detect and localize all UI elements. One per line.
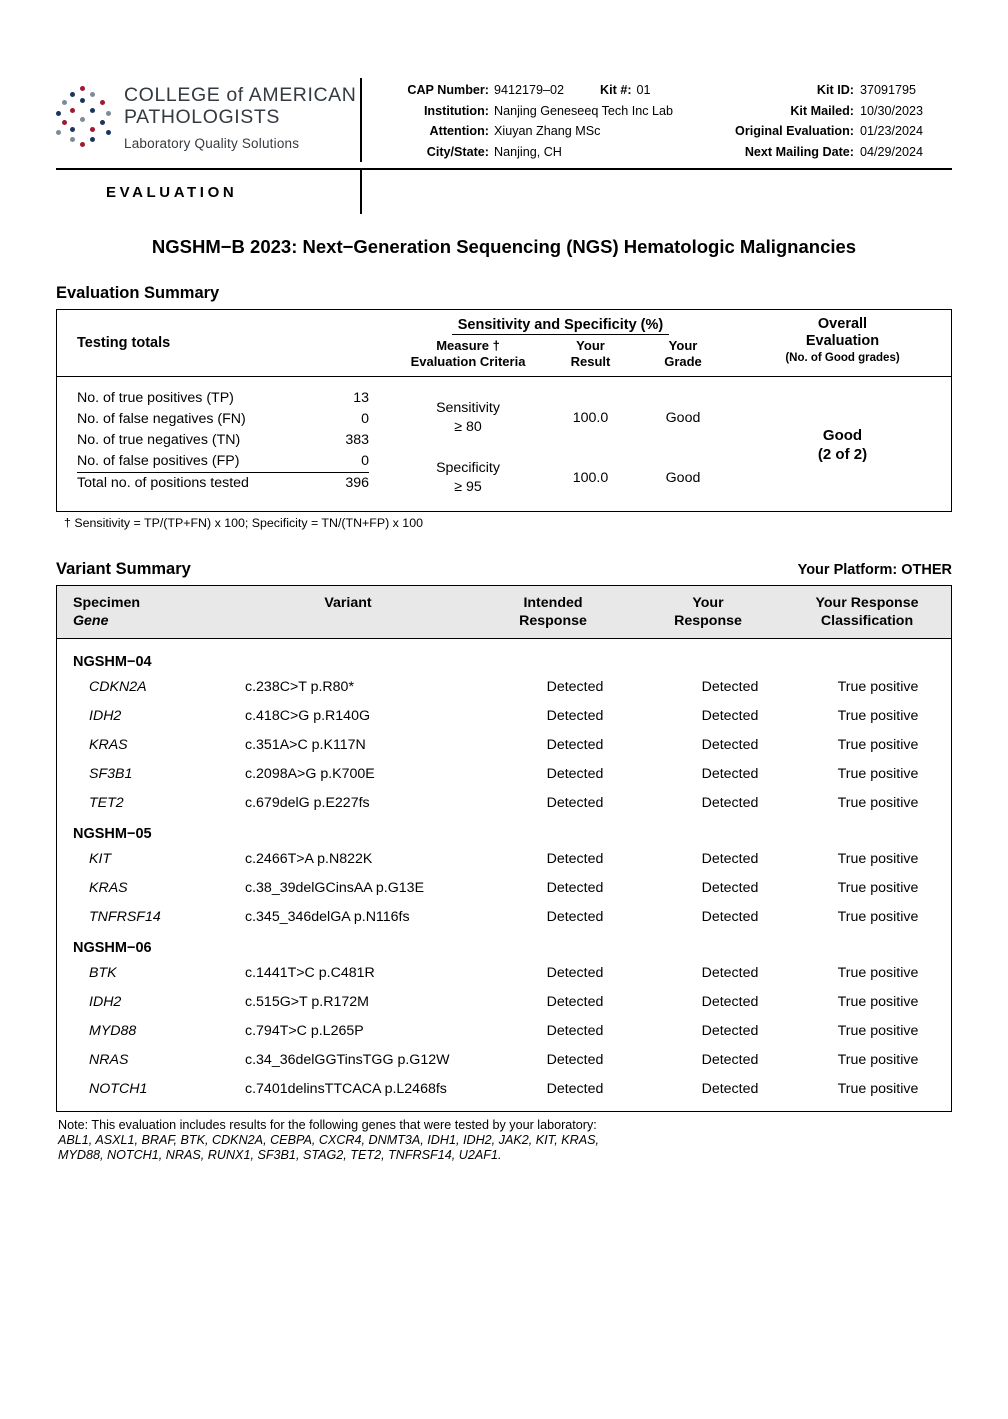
field-city-state [376, 142, 673, 163]
measure-result: 100.0 [572, 470, 609, 486]
variant-cell: c.1441T>C p.C481R [245, 964, 375, 981]
your-grade-header-line1: Your [668, 338, 698, 353]
gene-header: Gene [73, 613, 109, 629]
specimen-group-title: NGSHM−06 [73, 940, 152, 956]
field-kit-mailed [735, 101, 952, 122]
classification-cell: True positive [837, 736, 919, 753]
gene-cell: KRAS [89, 879, 128, 896]
table-row [57, 701, 951, 730]
total-value: 0 [361, 410, 369, 427]
table-row [57, 958, 951, 987]
gene-cell: TNFRSF14 [89, 908, 161, 925]
measure-name-criteria [393, 459, 543, 497]
variant-summary-heading: Variant Summary [56, 560, 191, 578]
classification-header-line2: Classification [820, 613, 914, 629]
evaluation-word: EVALUATION [106, 183, 238, 201]
table-row [57, 730, 951, 759]
original-evaluation-value: 01/23/2024 [860, 124, 924, 138]
intended-cell: Detected [546, 879, 604, 896]
overall-header-line1: Overall [817, 316, 868, 332]
gene-cell: SF3B1 [89, 765, 133, 782]
your-response-cell: Detected [701, 707, 759, 724]
intended-cell: Detected [546, 1051, 604, 1068]
measure-header-line1: Measure † [436, 338, 500, 353]
evaluation-summary-table [56, 309, 952, 512]
cap-number-value: 9412179–02 [494, 83, 565, 97]
measure-header-line2: Evaluation Criteria [410, 354, 526, 369]
your-grade-header [638, 338, 728, 370]
evaluation-banner [56, 170, 952, 214]
field-kit-id [735, 80, 952, 101]
total-value: 13 [353, 389, 369, 406]
measure-row [387, 443, 734, 503]
your-result-header-line1: Your [576, 338, 605, 353]
intended-response-header [473, 594, 633, 630]
table-row [57, 987, 951, 1016]
field-institution [376, 101, 673, 122]
total-row [77, 387, 369, 408]
intended-cell: Detected [546, 964, 604, 981]
your-result-header [543, 338, 638, 370]
intended-cell: Detected [546, 707, 604, 724]
overall-header-line3: (No. of Good grades) [785, 352, 900, 364]
classification-cell: True positive [837, 850, 919, 867]
field-attention [376, 121, 673, 142]
kit-number-value: 01 [636, 83, 651, 97]
intended-header-line1: Intended [523, 595, 583, 611]
testing-totals-header: Testing totals [77, 335, 171, 351]
intended-cell: Detected [546, 908, 604, 925]
overall-grade: Good [822, 427, 863, 444]
classification-header-line1: Your Response [815, 595, 919, 611]
your-response-cell: Detected [701, 678, 759, 695]
variant-cell: c.794T>C p.L265P [245, 1022, 364, 1039]
table-row [57, 1074, 951, 1103]
gene-cell: CDKN2A [89, 678, 147, 695]
city-state-value: Nanjing, CH [494, 144, 562, 159]
measure-name-criteria [393, 399, 543, 437]
your-header-line1: Your [692, 595, 724, 611]
total-value: 383 [345, 431, 369, 448]
specimen-group-title: NGSHM−04 [73, 654, 152, 670]
total-label: No. of false negatives (FN) [77, 410, 246, 427]
kit-mailed-value: 10/30/2023 [860, 103, 924, 118]
variant-summary-table [56, 585, 952, 1112]
cap-logo-dots-icon [56, 86, 114, 144]
your-header-line2: Response [674, 613, 742, 629]
gene-cell: KIT [89, 850, 112, 867]
classification-header [783, 594, 951, 630]
intended-cell: Detected [546, 794, 604, 811]
variant-cell: c.515G>T p.R172M [245, 993, 369, 1010]
gene-cell: NOTCH1 [89, 1080, 148, 1097]
variant-cell: c.7401delinsTTCACA p.L2468fs [245, 1080, 447, 1097]
variant-cell: c.418C>G p.R140G [245, 707, 370, 724]
note-genes-line-1: ABL1, ASXL1, BRAF, BTK, CDKN2A, CEBPA, CXCR4, DNMT3A, IDH1, IDH2, JAK2, KIT, KRAS, [58, 1133, 600, 1147]
classification-cell: True positive [837, 1022, 919, 1039]
evaluation-summary-heading: Evaluation Summary [56, 284, 220, 302]
classification-cell: True positive [837, 765, 919, 782]
sensitivity-specificity-header-group [387, 316, 734, 370]
measure-name: Specificity [436, 460, 500, 476]
measure-criteria: ≥ 95 [454, 479, 482, 495]
gene-cell: NRAS [89, 1051, 129, 1068]
header-fields [376, 78, 952, 162]
total-value: 0 [361, 452, 369, 469]
table-row [57, 788, 951, 817]
intended-cell: Detected [546, 850, 604, 867]
measure-row [387, 387, 734, 443]
your-response-cell: Detected [701, 794, 759, 811]
measure-header [393, 338, 543, 370]
attention-label: Attention: [429, 124, 489, 138]
gene-cell: BTK [89, 964, 117, 981]
testing-totals-list [57, 387, 387, 503]
next-mailing-date-value: 04/29/2024 [860, 144, 924, 159]
header-vertical-rule [360, 78, 362, 162]
note-line-1: Note: This evaluation includes results for the following genes that were tested by your laboratory: [58, 1118, 597, 1132]
your-response-cell: Detected [701, 736, 759, 753]
total-label: No. of true positives (TP) [77, 389, 234, 406]
city-state-label: City/State: [426, 144, 489, 159]
header-right-fields [735, 80, 952, 162]
your-response-header [633, 594, 783, 630]
report-header [56, 78, 952, 170]
field-next-mailing-date [735, 142, 952, 163]
platform-label: Your Platform: OTHER [797, 562, 952, 578]
measure-criteria: ≥ 80 [454, 419, 482, 435]
total-row [77, 429, 369, 450]
classification-cell: True positive [837, 993, 919, 1010]
evaluation-summary-body [57, 377, 951, 511]
measure-name: Sensitivity [436, 400, 500, 416]
total-label: No. of false positives (FP) [77, 452, 240, 469]
overall-header-line2: Evaluation [805, 333, 880, 349]
intended-cell: Detected [546, 1022, 604, 1039]
evaluation-vertical-rule [360, 170, 362, 214]
your-response-cell: Detected [701, 850, 759, 867]
classification-cell: True positive [837, 964, 919, 981]
gene-cell: KRAS [89, 736, 128, 753]
note-genes-line-2: MYD88, NOTCH1, NRAS, RUNX1, SF3B1, STAG2, TET2, TNFRSF14, U2AF1. [58, 1148, 502, 1162]
table-row [57, 902, 951, 931]
specimen-gene-header [57, 594, 223, 630]
table-row [57, 1045, 951, 1074]
intended-cell: Detected [546, 736, 604, 753]
logo-line-1: COLLEGE of AMERICAN [124, 84, 357, 106]
gene-cell: MYD88 [89, 1022, 137, 1039]
field-original-evaluation [735, 121, 952, 142]
total-value: 396 [345, 475, 369, 491]
classification-cell: True positive [837, 794, 919, 811]
logo-line-2: PATHOLOGISTS [124, 106, 281, 128]
intended-cell: Detected [546, 765, 604, 782]
logo-tagline: Laboratory Quality Solutions [124, 136, 300, 151]
intended-cell: Detected [546, 678, 604, 695]
variant-header: Variant [324, 595, 372, 611]
institution-label: Institution: [423, 103, 489, 118]
cap-logo [56, 78, 356, 162]
your-result-header-line2: Result [570, 354, 611, 369]
classification-cell: True positive [837, 678, 919, 695]
header-left-fields [376, 80, 673, 162]
gene-cell: IDH2 [89, 993, 122, 1010]
sensitivity-specificity-header: Sensitivity and Specificity (%) [452, 317, 669, 335]
report-page [0, 78, 1008, 1419]
variant-table-header [57, 586, 951, 639]
gene-cell: IDH2 [89, 707, 122, 724]
overall-count: (2 of 2) [817, 446, 868, 463]
specimen-header: Specimen [73, 595, 141, 611]
kit-number-label: Kit #: [600, 83, 632, 97]
variant-cell: c.351A>C p.K117N [245, 736, 366, 753]
variant-cell: c.2098A>G p.K700E [245, 765, 375, 782]
table-row [57, 1016, 951, 1045]
total-row-sum [77, 473, 369, 494]
classification-cell: True positive [837, 1051, 919, 1068]
variant-cell: c.238C>T p.R80* [245, 678, 354, 695]
your-response-cell: Detected [701, 879, 759, 896]
table-row [57, 759, 951, 788]
overall-evaluation-value [734, 387, 951, 503]
field-cap-number [376, 80, 673, 101]
your-response-cell: Detected [701, 993, 759, 1010]
classification-cell: True positive [837, 879, 919, 896]
your-grade-header-line2: Grade [664, 354, 702, 369]
measure-result: 100.0 [572, 410, 609, 426]
variant-cell: c.2466T>A p.N822K [245, 850, 373, 867]
your-response-cell: Detected [701, 908, 759, 925]
variant-summary-heading-row [56, 560, 952, 579]
measure-grade: Good [665, 410, 701, 426]
kit-id-label: Kit ID: [816, 83, 854, 97]
variant-cell: c.34_36delGGTinsTGG p.G12W [245, 1051, 450, 1068]
evaluation-summary-header-row [57, 310, 951, 377]
table-row [57, 844, 951, 873]
your-response-cell: Detected [701, 1022, 759, 1039]
specimen-group-title: NGSHM−05 [73, 826, 152, 842]
classification-cell: True positive [837, 707, 919, 724]
original-evaluation-label: Original Evaluation: [735, 124, 854, 138]
intended-header-line2: Response [519, 613, 587, 629]
footer-note [58, 1118, 952, 1163]
total-row [77, 408, 369, 429]
total-label: Total no. of positions tested [77, 475, 249, 491]
classification-cell: True positive [837, 908, 919, 925]
overall-evaluation-header [734, 316, 951, 370]
page-title: NGSHM−B 2023: Next−Generation Sequencing (NGS) Hematologic Malignancies [151, 236, 857, 257]
your-response-cell: Detected [701, 964, 759, 981]
institution-value: Nanjing Geneseeq Tech Inc Lab [494, 103, 674, 118]
your-response-cell: Detected [701, 1051, 759, 1068]
next-mailing-date-label: Next Mailing Date: [744, 144, 854, 159]
classification-cell: True positive [837, 1080, 919, 1097]
total-row [77, 450, 369, 473]
table-row [57, 672, 951, 701]
variant-cell: c.679delG p.E227fs [245, 794, 370, 811]
measures-list [387, 387, 734, 503]
variant-cell: c.345_346delGA p.N116fs [245, 908, 410, 925]
your-response-cell: Detected [701, 765, 759, 782]
variant-table-body [57, 639, 951, 1111]
kit-id-value: 37091795 [860, 83, 917, 97]
kit-mailed-label: Kit Mailed: [790, 103, 854, 118]
cap-number-label: CAP Number: [407, 83, 489, 97]
intended-cell: Detected [546, 993, 604, 1010]
gene-cell: TET2 [89, 794, 124, 811]
attention-value: Xiuyan Zhang MSc [494, 124, 601, 138]
variant-cell: c.38_39delGCinsAA p.G13E [245, 879, 425, 896]
your-response-cell: Detected [701, 1080, 759, 1097]
table-row [57, 873, 951, 902]
total-label: No. of true negatives (TN) [77, 431, 241, 448]
evaluation-footnote: † Sensitivity = TP/(TP+FN) x 100; Specificity = TN/(TN+FP) x 100 [64, 516, 423, 530]
measure-grade: Good [665, 470, 701, 486]
intended-cell: Detected [546, 1080, 604, 1097]
